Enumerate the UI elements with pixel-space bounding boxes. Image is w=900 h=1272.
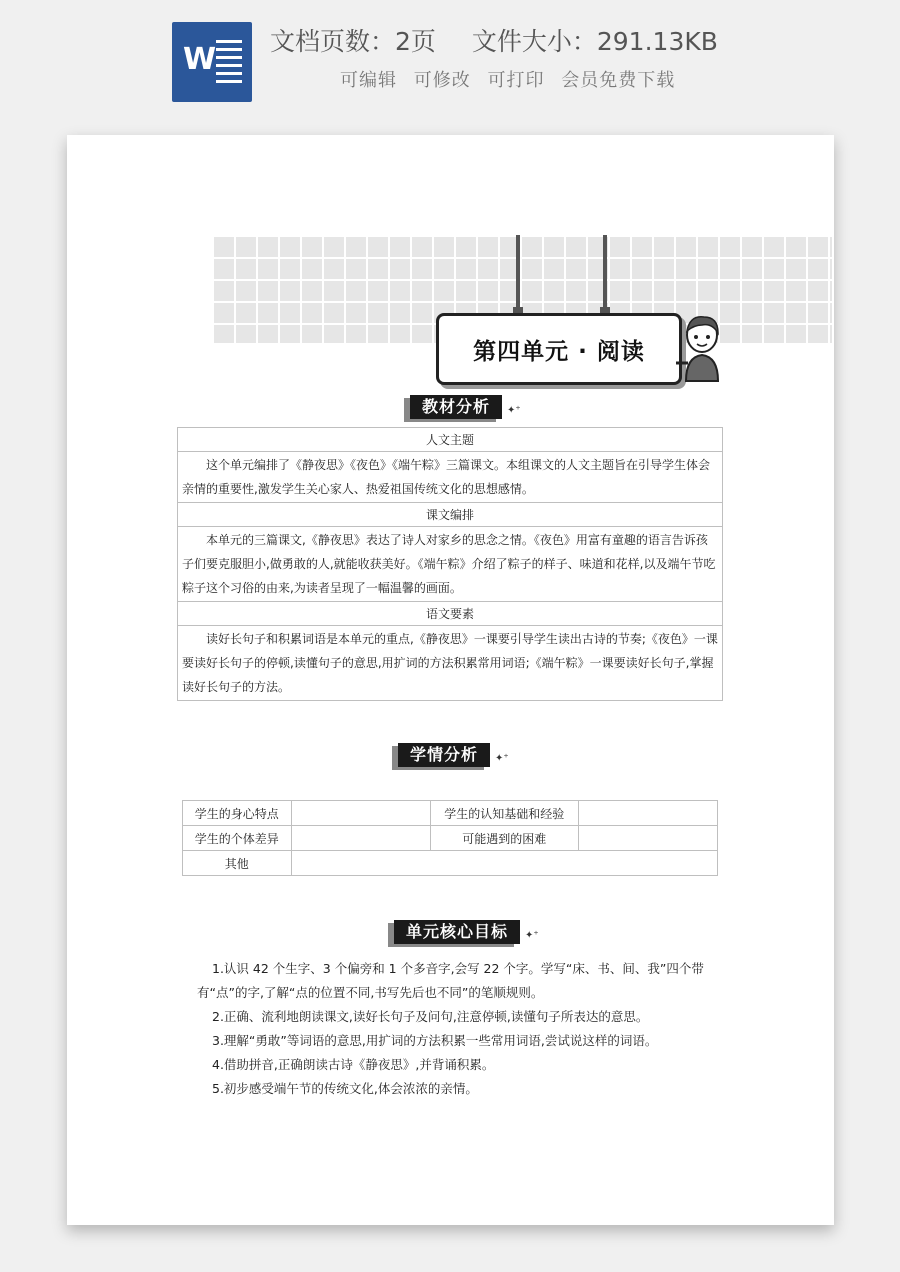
download-banner	[0, 0, 900, 118]
arrangement-text: 本单元的三篇课文,《静夜思》表达了诗人对家乡的思念之情。《夜色》用富有童趣的语言告诉孩子们要克服胆小,做勇敢的人,就能收获美好。《端午粽》介绍了粽子的样子、味道和花样,以及端午节吃粽子这个习俗的由来,为读者呈现了一幅温馨的画面。	[178, 527, 723, 602]
word-letter: W	[183, 42, 217, 77]
goal-item: 3.理解“勇敢”等词语的意思,用扩词的方法积累一些常用词语,尝试说这样的词语。	[212, 1033, 658, 1048]
material-analysis-table	[177, 427, 723, 701]
document-page	[67, 135, 834, 1225]
file-size-label: 文件大小：291.13KB	[471, 27, 718, 56]
sparkle-icon: ✦⁺	[525, 930, 539, 941]
physical-traits-label: 学生的身心特点	[183, 801, 292, 826]
page-count-label: 文档页数：2页	[270, 27, 436, 56]
cartoon-boy-icon	[672, 313, 732, 383]
individual-diff-label: 学生的个体差异	[183, 826, 292, 851]
hanging-rope-left	[516, 235, 520, 311]
physical-traits-value	[291, 801, 430, 826]
student-analysis-table	[182, 800, 718, 876]
feature-printable: 可打印	[487, 70, 545, 91]
doc-meta	[270, 22, 830, 58]
individual-diff-value	[291, 826, 430, 851]
difficulties-label: 可能遇到的困难	[431, 826, 579, 851]
unit-title: 第四单元 · 阅读	[436, 313, 682, 385]
difficulties-value	[578, 826, 717, 851]
elements-text: 读好长句子和积累词语是本单元的重点,《静夜思》一课要引导学生读出古诗的节奏;《夜色》一课要读好长句子的停顿,读懂句子的意思,用扩词的方法积累常用词语;《端午粽》一课要读好长句子,掌握读好长句子的方法。	[178, 626, 723, 701]
cognitive-basis-label: 学生的认知基础和经验	[431, 801, 579, 826]
cognitive-basis-value	[578, 801, 717, 826]
word-document-icon	[172, 22, 252, 102]
section-student-analysis: 学情分析	[398, 743, 490, 767]
goal-item: 2.正确、流利地朗读课文,读好长句子及问句,注意停顿,读懂句子所表达的意思。	[212, 1009, 649, 1024]
theme-text: 这个单元编排了《静夜思》《夜色》《端午粽》三篇课文。本组课文的人文主题旨在引导学生体会亲情的重要性,激发学生关心家人、热爱祖国传统文化的思想感情。	[178, 452, 723, 503]
sparkle-icon: ✦⁺	[507, 405, 521, 416]
other-label: 其他	[183, 851, 292, 876]
doc-features	[340, 66, 760, 92]
hanging-rope-right	[603, 235, 607, 311]
elements-header: 语文要素	[178, 602, 723, 626]
feature-editable: 可编辑	[340, 70, 397, 91]
section-material-analysis: 教材分析	[410, 395, 502, 419]
sparkle-icon: ✦⁺	[495, 753, 509, 764]
feature-member-download: 会员免费下载	[561, 70, 676, 91]
goal-item: 4.借助拼音,正确朗读古诗《静夜思》,并背诵积累。	[212, 1057, 495, 1072]
arrangement-header: 课文编排	[178, 503, 723, 527]
goal-item: 5.初步感受端午节的传统文化,体会浓浓的亲情。	[212, 1081, 478, 1096]
core-goals-list	[197, 957, 717, 1101]
feature-modifiable: 可修改	[413, 70, 471, 91]
goal-item: 1.认识 42 个生字、3 个偏旁和 1 个多音字,会写 22 个字。学写“床、书、间、我”四个带有“点”的字,了解“点的位置不同,书写先后也不同”的笔顺规则。	[197, 961, 704, 1000]
theme-header: 人文主题	[178, 428, 723, 452]
other-value	[291, 851, 717, 876]
section-core-goals: 单元核心目标	[394, 920, 520, 944]
